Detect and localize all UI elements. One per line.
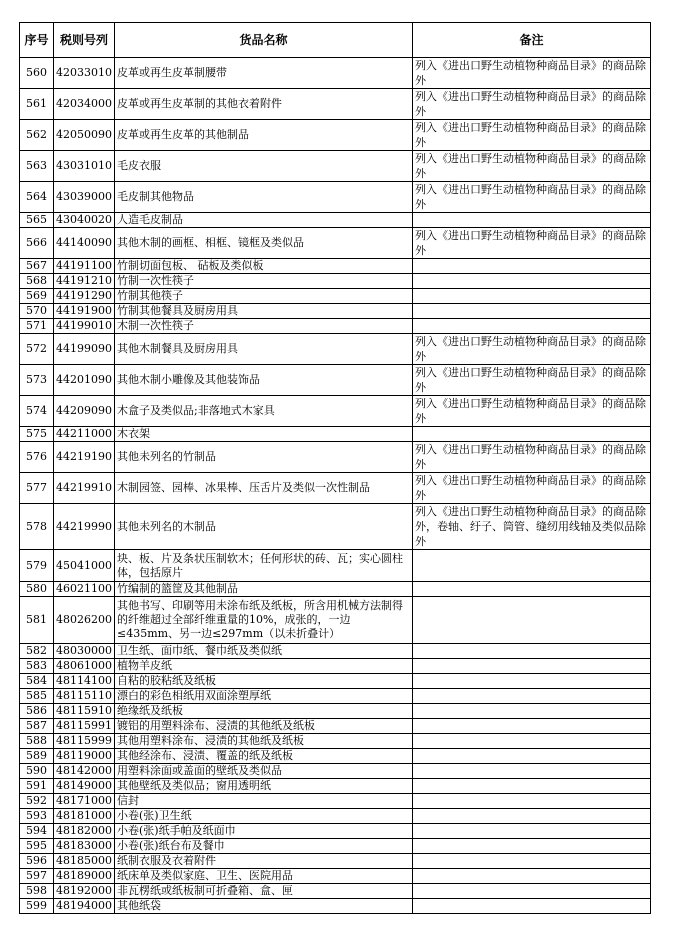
header-serial-number: 序号	[20, 23, 54, 58]
remarks-cell: 列入《进出口野生动植物种商品目录》的商品除外	[413, 58, 651, 89]
serial-number-cell: 564	[20, 182, 54, 213]
serial-number-cell: 568	[20, 274, 54, 289]
goods-name-cell: 其他未列名的竹制品	[115, 442, 413, 473]
goods-name-cell: 卫生纸、面巾纸、餐巾纸及类似纸	[115, 644, 413, 659]
table-row	[20, 213, 651, 228]
goods-name-cell: 其他木制的画框、相框、镜框及类似品	[115, 228, 413, 259]
serial-number-cell: 584	[20, 674, 54, 689]
serial-number-cell: 573	[20, 365, 54, 396]
goods-name-cell: 用塑料涂面或盖面的壁纸及类似品	[115, 764, 413, 779]
goods-name-cell: 非瓦楞纸或纸板制可折叠箱、盒、匣	[115, 884, 413, 899]
goods-name-cell: 其他壁纸及类似品；窗用透明纸	[115, 779, 413, 794]
tariff-code-cell: 44219190	[54, 442, 115, 473]
remarks-cell: 列入《进出口野生动植物种商品目录》的商品除外，卷轴、纡子、筒管、缝纫用线轴及类似品除外	[413, 504, 651, 550]
table-row	[20, 58, 651, 89]
header-goods-name: 货品名称	[115, 23, 413, 58]
serial-number-cell: 569	[20, 289, 54, 304]
remarks-cell	[413, 749, 651, 764]
goods-name-cell: 绝缘纸及纸板	[115, 704, 413, 719]
table-row	[20, 259, 651, 274]
remarks-cell: 列入《进出口野生动植物种商品目录》的商品除外	[413, 334, 651, 365]
goods-table	[19, 22, 651, 914]
remarks-cell: 列入《进出口野生动植物种商品目录》的商品除外	[413, 151, 651, 182]
serial-number-cell: 574	[20, 396, 54, 427]
serial-number-cell: 578	[20, 504, 54, 550]
remarks-cell: 列入《进出口野生动植物种商品目录》的商品除外	[413, 120, 651, 151]
header-tariff-code: 税则号列	[54, 23, 115, 58]
tariff-code-cell: 48026200	[54, 597, 115, 644]
serial-number-cell: 593	[20, 809, 54, 824]
table-row	[20, 734, 651, 749]
serial-number-cell: 561	[20, 89, 54, 120]
serial-number-cell: 599	[20, 899, 54, 914]
goods-name-cell: 皮革或再生皮革制的其他衣着附件	[115, 89, 413, 120]
tariff-code-cell: 44199090	[54, 334, 115, 365]
remarks-cell	[413, 304, 651, 319]
serial-number-cell: 598	[20, 884, 54, 899]
header-remarks: 备注	[413, 23, 651, 58]
remarks-cell: 列入《进出口野生动植物种商品目录》的商品除外	[413, 442, 651, 473]
table-row	[20, 674, 651, 689]
tariff-code-cell: 48115991	[54, 719, 115, 734]
table-row	[20, 550, 651, 582]
goods-name-cell: 毛皮衣服	[115, 151, 413, 182]
goods-name-cell: 竹制其他筷子	[115, 289, 413, 304]
remarks-cell	[413, 794, 651, 809]
goods-name-cell: 竹制其他餐具及厨房用具	[115, 304, 413, 319]
remarks-cell: 列入《进出口野生动植物种商品目录》的商品除外	[413, 365, 651, 396]
table-row	[20, 839, 651, 854]
remarks-cell	[413, 319, 651, 334]
tariff-code-cell: 48115110	[54, 689, 115, 704]
table-row	[20, 689, 651, 704]
serial-number-cell: 586	[20, 704, 54, 719]
table-row	[20, 289, 651, 304]
goods-name-cell: 皮革或再生皮革制腰带	[115, 58, 413, 89]
goods-name-cell: 其他用塑料涂布、浸渍的其他纸及纸板	[115, 734, 413, 749]
goods-name-cell: 其他经涂布、浸渍、覆盖的纸及纸板	[115, 749, 413, 764]
table-row	[20, 809, 651, 824]
table-row	[20, 151, 651, 182]
table-row	[20, 182, 651, 213]
table-row	[20, 794, 651, 809]
remarks-cell: 列入《进出口野生动植物种商品目录》的商品除外	[413, 473, 651, 504]
remarks-cell	[413, 689, 651, 704]
serial-number-cell: 577	[20, 473, 54, 504]
table-row	[20, 869, 651, 884]
tariff-code-cell: 43039000	[54, 182, 115, 213]
serial-number-cell: 581	[20, 597, 54, 644]
serial-number-cell: 560	[20, 58, 54, 89]
remarks-cell	[413, 213, 651, 228]
goods-name-cell: 其他纸袋	[115, 899, 413, 914]
table-row	[20, 779, 651, 794]
serial-number-cell: 575	[20, 427, 54, 442]
goods-name-cell: 其他木制小雕像及其他装饰品	[115, 365, 413, 396]
goods-name-cell: 自粘的胶粘纸及纸板	[115, 674, 413, 689]
tariff-code-cell: 44209090	[54, 396, 115, 427]
tariff-code-cell: 44191210	[54, 274, 115, 289]
remarks-cell	[413, 659, 651, 674]
goods-name-cell: 小卷(张)纸手帕及纸面巾	[115, 824, 413, 839]
table-row	[20, 764, 651, 779]
goods-name-cell: 人造毛皮制品	[115, 213, 413, 228]
serial-number-cell: 596	[20, 854, 54, 869]
tariff-code-cell: 44201090	[54, 365, 115, 396]
tariff-code-cell: 48115999	[54, 734, 115, 749]
serial-number-cell: 592	[20, 794, 54, 809]
tariff-code-cell: 48142000	[54, 764, 115, 779]
tariff-code-cell: 44140090	[54, 228, 115, 259]
remarks-cell	[413, 289, 651, 304]
goods-name-cell: 竹制一次性筷子	[115, 274, 413, 289]
remarks-cell	[413, 734, 651, 749]
tariff-code-cell: 48189000	[54, 869, 115, 884]
serial-number-cell: 571	[20, 319, 54, 334]
tariff-code-cell: 43031010	[54, 151, 115, 182]
table-row	[20, 396, 651, 427]
table-row	[20, 473, 651, 504]
table-row	[20, 228, 651, 259]
tariff-code-cell: 44191290	[54, 289, 115, 304]
remarks-cell	[413, 824, 651, 839]
tariff-code-cell: 48181000	[54, 809, 115, 824]
table-row	[20, 659, 651, 674]
goods-name-cell: 其他木制餐具及厨房用具	[115, 334, 413, 365]
serial-number-cell: 582	[20, 644, 54, 659]
tariff-code-cell: 45041000	[54, 550, 115, 582]
tariff-code-cell: 48119000	[54, 749, 115, 764]
remarks-cell	[413, 899, 651, 914]
table-row	[20, 704, 651, 719]
table-row	[20, 304, 651, 319]
remarks-cell	[413, 259, 651, 274]
serial-number-cell: 580	[20, 582, 54, 597]
serial-number-cell: 565	[20, 213, 54, 228]
tariff-code-cell: 46021100	[54, 582, 115, 597]
tariff-code-cell: 48149000	[54, 779, 115, 794]
serial-number-cell: 572	[20, 334, 54, 365]
goods-name-cell: 纸床单及类似家庭、卫生、医院用品	[115, 869, 413, 884]
table-row	[20, 365, 651, 396]
table-row	[20, 884, 651, 899]
remarks-cell	[413, 869, 651, 884]
goods-name-cell: 块、板、片及条状压制软木；任何形状的砖、瓦；实心圆柱体，包括原片	[115, 550, 413, 582]
remarks-cell: 列入《进出口野生动植物种商品目录》的商品除外	[413, 89, 651, 120]
table-row	[20, 582, 651, 597]
tariff-code-cell: 44219990	[54, 504, 115, 550]
remarks-cell: 列入《进出口野生动植物种商品目录》的商品除外	[413, 228, 651, 259]
goods-name-cell: 皮革或再生皮革的其他制品	[115, 120, 413, 151]
tariff-code-cell: 43040020	[54, 213, 115, 228]
table-row	[20, 319, 651, 334]
table-row	[20, 89, 651, 120]
serial-number-cell: 585	[20, 689, 54, 704]
tariff-code-cell: 48114100	[54, 674, 115, 689]
remarks-cell	[413, 884, 651, 899]
remarks-cell	[413, 779, 651, 794]
table-row	[20, 854, 651, 869]
table-row	[20, 644, 651, 659]
goods-name-cell: 竹编制的篮筐及其他制品	[115, 582, 413, 597]
table-row	[20, 719, 651, 734]
tariff-code-cell: 48185000	[54, 854, 115, 869]
goods-name-cell: 其他未列名的木制品	[115, 504, 413, 550]
remarks-cell	[413, 719, 651, 734]
goods-name-cell: 其他书写、印刷等用未涂布纸及纸板，所含用机械方法制得的纤维超过全部纤维重量的10%，成张的，一边≤435mm、另一边≤297mm（以未折叠计）	[115, 597, 413, 644]
goods-name-cell: 纸制衣服及衣着附件	[115, 854, 413, 869]
serial-number-cell: 590	[20, 764, 54, 779]
table-row	[20, 274, 651, 289]
goods-name-cell: 竹制切面包板、 砧板及类似板	[115, 259, 413, 274]
tariff-code-cell: 44191900	[54, 304, 115, 319]
remarks-cell	[413, 839, 651, 854]
remarks-cell	[413, 597, 651, 644]
tariff-code-cell: 48183000	[54, 839, 115, 854]
remarks-cell	[413, 704, 651, 719]
table-row	[20, 597, 651, 644]
tariff-code-cell: 48030000	[54, 644, 115, 659]
goods-name-cell: 信封	[115, 794, 413, 809]
goods-name-cell: 毛皮制其他物品	[115, 182, 413, 213]
table-header-row	[20, 23, 651, 58]
tariff-code-cell: 48115910	[54, 704, 115, 719]
remarks-cell	[413, 764, 651, 779]
goods-name-cell: 木制园签、园棒、冰果棒、压舌片及类似一次性制品	[115, 473, 413, 504]
remarks-cell	[413, 809, 651, 824]
remarks-cell	[413, 427, 651, 442]
serial-number-cell: 570	[20, 304, 54, 319]
goods-name-cell: 木盒子及类似品;非落地式木家具	[115, 396, 413, 427]
remarks-cell	[413, 274, 651, 289]
tariff-code-cell: 48171000	[54, 794, 115, 809]
tariff-code-cell: 42033010	[54, 58, 115, 89]
remarks-cell: 列入《进出口野生动植物种商品目录》的商品除外	[413, 396, 651, 427]
serial-number-cell: 566	[20, 228, 54, 259]
table-row	[20, 824, 651, 839]
remarks-cell	[413, 550, 651, 582]
goods-name-cell: 小卷(张)纸台布及餐巾	[115, 839, 413, 854]
tariff-code-cell: 44191100	[54, 259, 115, 274]
serial-number-cell: 594	[20, 824, 54, 839]
serial-number-cell: 589	[20, 749, 54, 764]
tariff-code-cell: 42034000	[54, 89, 115, 120]
tariff-code-cell: 44219910	[54, 473, 115, 504]
serial-number-cell: 576	[20, 442, 54, 473]
serial-number-cell: 591	[20, 779, 54, 794]
remarks-cell	[413, 674, 651, 689]
goods-name-cell: 植物羊皮纸	[115, 659, 413, 674]
remarks-cell: 列入《进出口野生动植物种商品目录》的商品除外	[413, 182, 651, 213]
serial-number-cell: 595	[20, 839, 54, 854]
goods-name-cell: 小卷(张)卫生纸	[115, 809, 413, 824]
tariff-code-cell: 48194000	[54, 899, 115, 914]
tariff-code-cell: 44199010	[54, 319, 115, 334]
serial-number-cell: 597	[20, 869, 54, 884]
table-row	[20, 504, 651, 550]
table-row	[20, 749, 651, 764]
table-row	[20, 899, 651, 914]
table-row	[20, 427, 651, 442]
tariff-code-cell: 44211000	[54, 427, 115, 442]
table-row	[20, 120, 651, 151]
serial-number-cell: 583	[20, 659, 54, 674]
goods-name-cell: 木制一次性筷子	[115, 319, 413, 334]
tariff-code-cell: 48182000	[54, 824, 115, 839]
tariff-code-cell: 48192000	[54, 884, 115, 899]
remarks-cell	[413, 644, 651, 659]
goods-name-cell: 漂白的彩色相纸用双面涂塑厚纸	[115, 689, 413, 704]
table-row	[20, 442, 651, 473]
remarks-cell	[413, 582, 651, 597]
table-row	[20, 334, 651, 365]
remarks-cell	[413, 854, 651, 869]
serial-number-cell: 562	[20, 120, 54, 151]
serial-number-cell: 567	[20, 259, 54, 274]
goods-name-cell: 镀铝的用塑料涂布、浸渍的其他纸及纸板	[115, 719, 413, 734]
goods-name-cell: 木衣架	[115, 427, 413, 442]
serial-number-cell: 588	[20, 734, 54, 749]
serial-number-cell: 579	[20, 550, 54, 582]
tariff-code-cell: 48061000	[54, 659, 115, 674]
tariff-code-cell: 42050090	[54, 120, 115, 151]
serial-number-cell: 587	[20, 719, 54, 734]
serial-number-cell: 563	[20, 151, 54, 182]
